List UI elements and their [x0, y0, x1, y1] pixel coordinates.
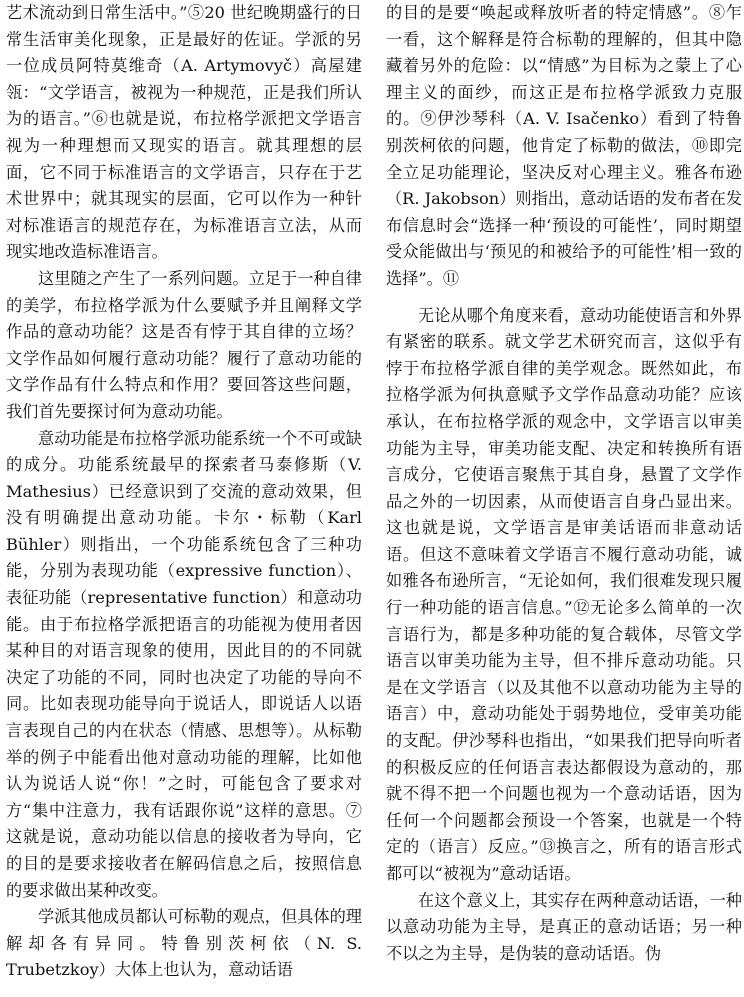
paragraph: 艺术流动到日常生活中。”⑤20 世纪晚期盛行的日常生活审美化现象，正是最好的佐证。学派的另一位成员阿特莫维奇（A. Artymovyč）高屋建瓴：“文学语言，被视为一种规范，正是我们所认为的语言。”⑥也就是说，布拉格学派把文学语言视为一种理想而又现实的语言。就其理想的层面，它不同于标准语言的文学语言，只存在于艺术世界中；就其现实的层面，它可以作为一种针对标准语言的规范存在，为标准语言立法，从而现实地改造标准语言。 — [6, 3, 362, 262]
right-column — [386, 0, 742, 967]
paragraph: 在这个意义上，其实存在两种意动话语，一种以意动功能为主导，是真正的意动话语；另一种不以之为主导，是伪装的意动话语。伪 — [386, 890, 742, 963]
paragraph: 这里随之产生了一系列问题。立足于一种自律的美学，布拉格学派为什么要赋予并且阐释文学作品的意动功能？这是否有悖于其自律的立场？文学作品如何履行意动功能？履行了意动功能的文学作品有什么特点和作用？要回答这些问题，我们首先要探讨何为意动功能。 — [6, 268, 362, 421]
left-column — [6, 0, 362, 984]
paragraph: 无论从哪个角度来看，意动功能使语言和外界有紧密的联系。就文学艺术研究而言，这似乎有悖于布拉格学派自律的美学观念。既然如此，布拉格学派为何执意赋予文学作品意动功能？应该承认，在布拉格学派的观念中，文学语言以审美功能为主导，审美功能支配、决定和转换所有语言成分，它使语言聚焦于其自身，悬置了文学作品之外的一切因素，从而使语言自身凸显出来。这也就是说，文学语言是审美话语而非意动话语。但这不意味着文学语言不履行意动功能，诚如雅各布逊所言，“无论如何，我们很难发现只履行一种功能的语言信息。”⑫无论多么简单的一次言语行为，都是多种功能的复合载体，尽管文学语言以审美功能为主导，但不排斥意动功能。只是在文学语言（以及其他不以意动功能为主导的语言）中，意动功能处于弱势地位，受审美功能的支配。伊沙琴科也指出，“如果我们把导向听者的积极反应的任何语言表达都假设为意动的，那就不得不把一个问题也视为一个意动话语，因为任何一个问题都会预设一个答案，也就是一个特定的（语言）反应。”⑬换言之，所有的语言形式都可以“被视为”意动话语。 — [386, 305, 742, 883]
paragraph: 学派其他成员都认可标勒的观点，但具体的理解却各有异同。特鲁别茨柯依（N. S. Trubetzkoy）大体上也认为，意动话语 — [6, 907, 362, 980]
paragraph-gap — [386, 293, 742, 303]
paragraph: 意动功能是布拉格学派功能系统一个不可或缺的成分。功能系统最早的探索者马泰修斯（V. Mathesius）已经意识到了交流的意动效果，但没有明确提出意动功能。卡尔・标勒（Karl Bühler）则指出，一个功能系统包含了三种功能，分别为表现功能（expressive function）、表征功能（representative function）和意动功能。由于布拉格学派把语言的功能视为使用者因某种目的对语言现象的使用，因此目的的不同就决定了功能的不同，同时也决定了功能的导向不同。比如表现功能导向于说话人，即说话人以语言表现自己的内在状态（情感、思想等）。从标勒举的例子中能看出他对意动功能的理解，比如他认为说话人说“你！”之时，可能包含了要求对方“集中注意力，我有话跟你说”这样的意思。⑦这就是说，意动功能以信息的接收者为导向，它的目的是要求接收者在解码信息之后，按照信息的要求做出某种改变。 — [6, 428, 362, 900]
paragraph: 的目的是要“唤起或释放听者的特定情感”。⑧乍一看，这个解释是符合标勒的理解的，但其中隐藏着另外的危险：以“情感”为目标为之蒙上了心理主义的面纱，而这正是布拉格学派致力克服的。⑨伊沙琴科（A. V. Isačenko）看到了特鲁别茨柯依的问题，他肯定了标勒的做法，⑩即完全立足功能理论，坚决反对心理主义。雅各布逊（R. Jakobson）则指出，意动话语的发布者在发布信息时会“选择一种‘预设的可能性’，同时期望受众能做出与‘预见的和被给予的可能性’相一致的选择”。⑪ — [386, 3, 743, 288]
